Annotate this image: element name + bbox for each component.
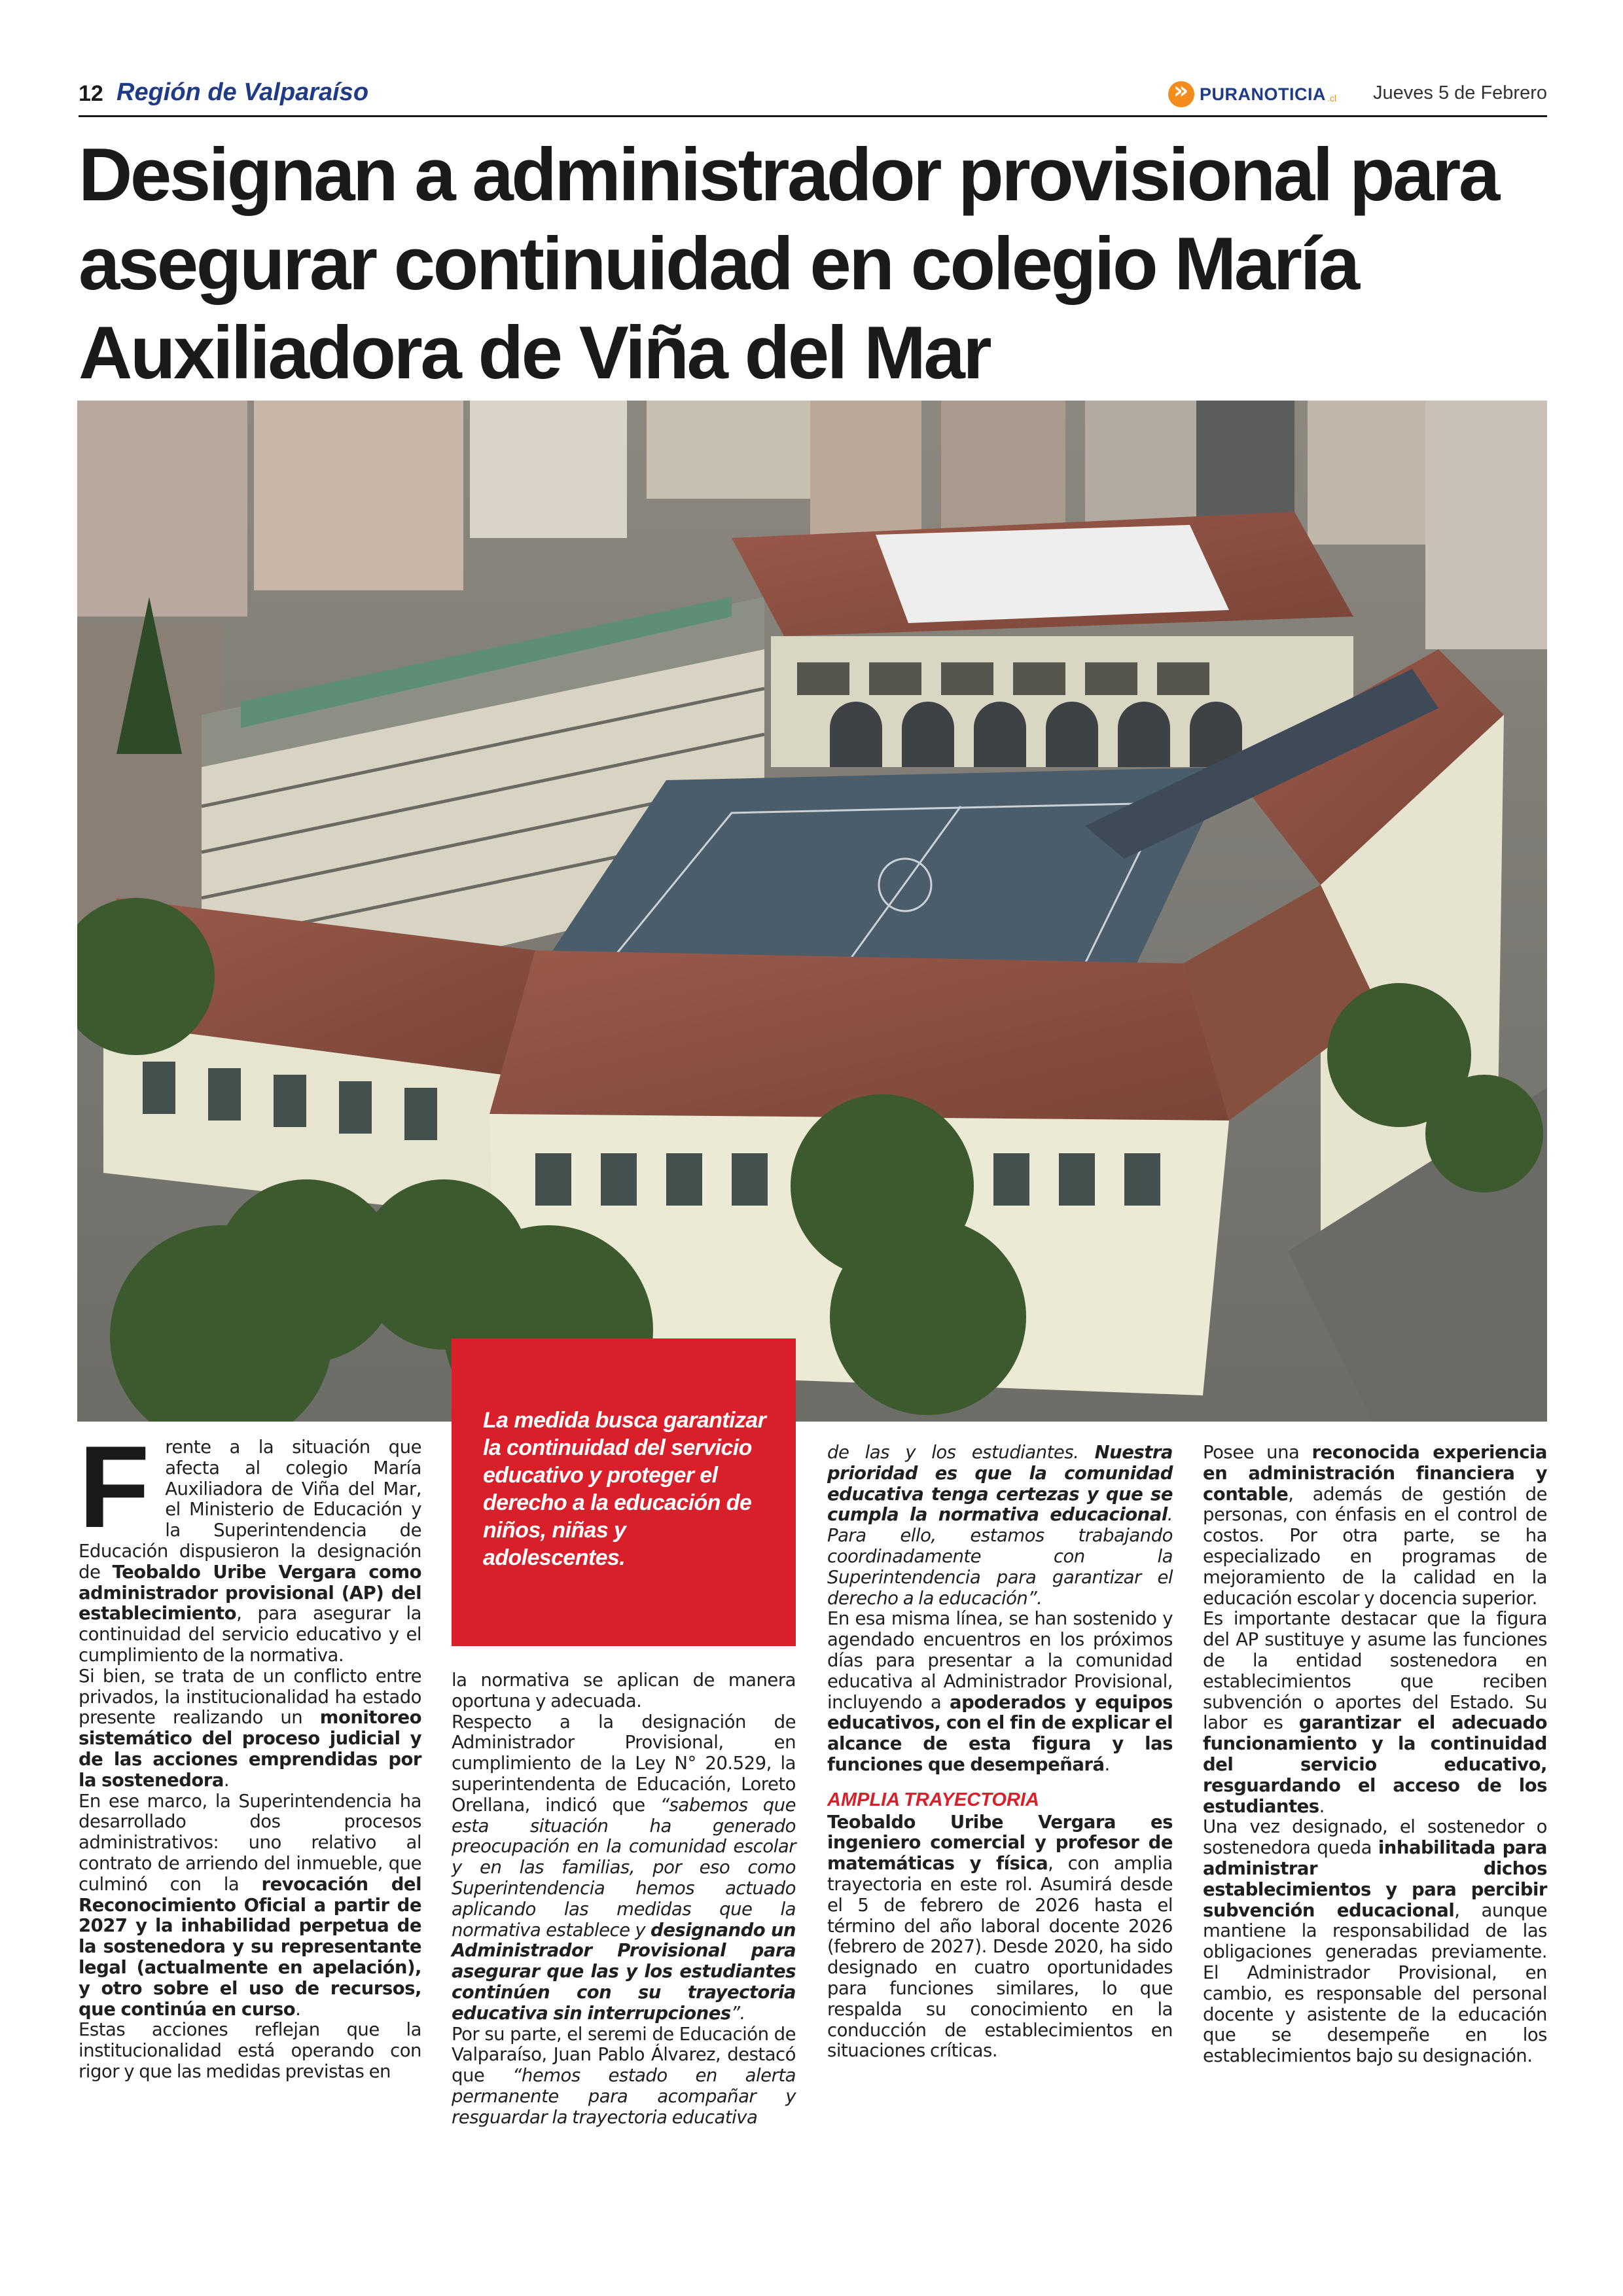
paragraph: Estas acciones reflejan que la institucionalidad está operando con rigor y que las medidas previstas en: [79, 2019, 421, 2082]
paragraph: Teobaldo Uribe Vergara es ingeniero comercial y profesor de matemáticas y física, con amplia trayectoria en este rol. Asumirá desde el 5 de febrero de 2026 hasta el término del año laboral docente 2026 (febrero de 2027). Desde 2020, ha sido designado en cuatro oportunidades para funciones similares, lo que respalda su conocimiento en la conducción de establecimientos en situaciones críticas.: [827, 1811, 1173, 2062]
paragraph: rente a la situación que afecta al colegio María Auxiliadora de Viña del Mar, el Ministerio de Educación y la Superintendencia de Educación dispusieron la designación de Teobaldo Uribe Vergara como administrador provisional (AP) del establecimiento, para asegurar la continuidad del servicio educativo y el cumplimiento de la normativa.: [79, 1437, 421, 1666]
paragraph: Posee una reconocida experiencia en administración financiera y contable, además de gestión de personas, con énfasis en el control de costos. Por otra parte, se ha especializado en programas de mejoramiento de la calidad en la educación escolar y docencia superior.: [1203, 1442, 1547, 1609]
article-column-4: [1203, 1443, 1547, 2067]
article-headline: Designan a administrador provisional para asegurar continuidad en colegio María Auxiliadora de Viña del Mar: [79, 134, 1498, 395]
article-column-3: [827, 1443, 1173, 2062]
paragraph: Por su parte, el seremi de Educación de Valparaíso, Juan Pablo Álvarez, destacó que “hemos estado en alerta permanente para acompañar y resguardar la trayectoria educativa: [452, 2023, 796, 2128]
paragraph: En esa misma línea, se han sostenido y agendado encuentros en los próximos días para presentar a la comunidad educativa al Administrador Provisional, incluyendo a apoderados y equipos educativos, con el fin de explicar el alcance de esta figura y las funciones que desempeñará.: [827, 1608, 1173, 1775]
paragraph: de las y los estudiantes. Nuestra prioridad es que la comunidad educativa tenga certezas y que se cumpla la normativa educacional. Para ello, estamos trabajando coordinadamente con la Superintendencia para garantizar el derecho a la educación”.: [827, 1442, 1173, 1609]
article-column-1: [79, 1422, 421, 2083]
article-column-2: [452, 1670, 796, 2128]
section-title: Región de Valparaíso: [116, 79, 369, 106]
page-header: [79, 73, 1547, 117]
pull-quote-text: La medida busca garantizar la continuidad del servicio educativo y proteger el derecho a la educación de niños, niñas y adolescentes.: [483, 1408, 766, 1570]
page-number: 12: [79, 81, 103, 106]
header-divider: [79, 115, 1547, 117]
paragraph: Una vez designado, el sostenedor o sostenedora queda inhabilitada para administrar dichos establecimientos y para percibir subvención educacional, aunque mantiene la responsabilidad de las obligaciones generadas previamente. El Administrador Provisional, en cambio, es responsable del personal docente y asistente de la educación que se desempeñe en los establecimientos bajo su designación.: [1203, 1816, 1548, 2067]
brand-arrows-icon: [1168, 81, 1194, 107]
paragraph: Si bien, se trata de un conflicto entre privados, la institucionalidad ha estado presente realizando un monitoreo sistemático del proceso judicial y de las acciones emprendidas por la sostenedora.: [79, 1665, 421, 1791]
paragraph: Respecto a la designación de Administrador Provisional, en cumplimiento de la Ley N° 20.529, la superintendenta de Educación, Loreto Orellana, indicó que “sabemos que esta situación ha generado preocupación en la comunidad escolar y en las familias, por eso como Superintendencia hemos actuado aplicando las medidas que la normativa establece y designando un Administrador Provisional para asegurar que las y los estudiantes continúen con su trayectoria educativa sin interrupciones”.: [452, 1711, 796, 2024]
brand-logo: [1168, 80, 1336, 109]
brand-suffix: .cl: [1327, 93, 1336, 103]
school-aerial-photo: [77, 401, 1547, 1422]
subheading: AMPLIA TRAYECTORIA: [827, 1789, 1039, 1810]
issue-date: Jueves 5 de Febrero: [1373, 82, 1547, 103]
photo-illustration: [77, 401, 1547, 1422]
drop-cap: F: [79, 1422, 150, 1552]
brand-name: PURANOTICIA: [1200, 84, 1326, 104]
paragraph: En ese marco, la Superintendencia ha desarrollado dos procesos administrativos: uno relativo al contrato de arriendo del inmueble, que culminó con la revocación del Reconocimiento Oficial a partir de 2027 y la inhabilidad perpetua de la sostenedora y su representante legal (actualmente en apelación), y otro sobre el uso de recursos, que continúa en curso.: [79, 1790, 421, 2020]
paragraph: Es importante destacar que la figura del AP sustituye y asume las funciones de la entidad sostenedora en establecimientos que reciben subvención o aportes del Estado. Su labor es garantizar el adecuado funcionamiento y la continuidad del servicio educativo, resguardando el acceso de los estudiantes.: [1203, 1608, 1547, 1817]
paragraph: la normativa se aplican de manera oportuna y adecuada.: [452, 1670, 796, 1712]
pull-quote-box: [452, 1338, 796, 1646]
